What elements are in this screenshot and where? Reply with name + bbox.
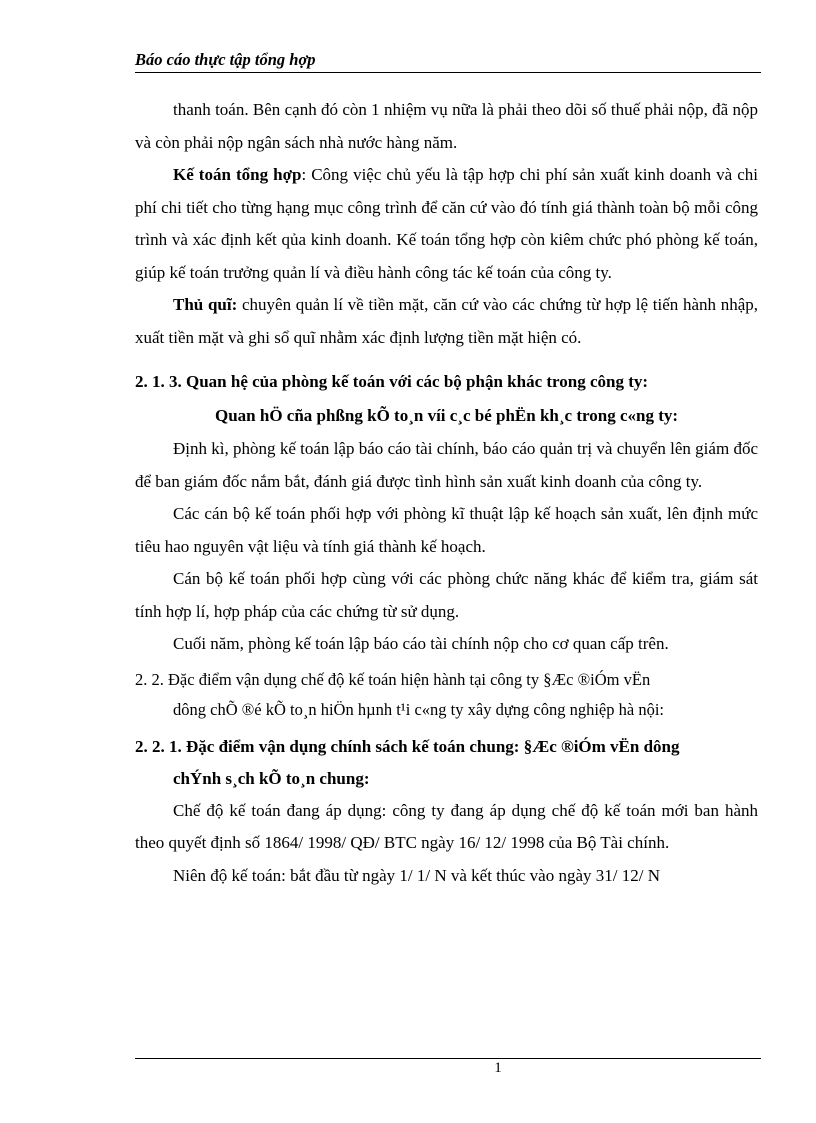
document-body: [135, 94, 758, 892]
page-number: 1: [494, 1060, 502, 1076]
header-title: Báo cáo thực tập tổng hợp: [135, 50, 316, 69]
heading-2-2-1-line2: chÝnh s¸ch kÕ to¸n chung:: [173, 768, 370, 788]
paragraph-cooperation-technical: Các cán bộ kế toán phối hợp với phòng kĩ thuật lập kế hoạch sản xuất, lên định mức tiêu hao nguyên vật liệu và tính giá thành kế hoạch.: [135, 504, 758, 556]
heading-2-2-1-line1: 2. 2. 1. Đặc điểm vận dụng chính sách kế toán chung: §Æc ®iÓm vËn dông: [135, 736, 680, 756]
paragraph-cooperation-departments: Cán bộ kế toán phối hợp cùng với các phòng chức năng khác để kiểm tra, giám sát tính hợp lí, hợp pháp của các chứng từ sử dụng.: [135, 569, 758, 621]
paragraph-payment: thanh toán. Bên cạnh đó còn 1 nhiệm vụ nữa là phải theo dõi số thuế phải nộp, đã nộp và còn phải nộp ngân sách nhà nước hàng năm.: [135, 100, 758, 152]
page-header: [135, 50, 761, 73]
heading-2-2-line2: dông chÕ ®é kÕ to¸n hiÖn hµnh t¹i c«ng ty xây dựng công nghiệp hà nội:: [173, 699, 664, 719]
paragraph-periodic-reports: Định kì, phòng kế toán lập báo cáo tài chính, báo cáo quản trị và chuyển lên giám đốc để ban giám đốc nắm bắt, đánh giá được tình hình sản xuất kinh doanh của công ty.: [135, 439, 758, 491]
text-treasurer: chuyên quản lí về tiền mặt, căn cứ vào các chứng từ hợp lệ tiến hành nhập, xuất tiền mặt và ghi sổ quĩ nhằm xác định lượng tiền mặt hiện có.: [135, 295, 759, 347]
heading-2-1-3: 2. 1. 3. Quan hệ của phòng kế toán với các bộ phận khác trong công ty:: [135, 372, 649, 391]
heading-2-1-3-garbled: Quan hÖ cña phßng kÕ to¸n víi c¸c bé phËn kh¸c trong c«ng ty:: [214, 406, 679, 425]
paragraph-year-end: Cuối năm, phòng kế toán lập báo cáo tài chính nộp cho cơ quan cấp trên.: [173, 634, 669, 653]
paragraph-fiscal-year: Niên độ kế toán: bắt đầu từ ngày 1/ 1/ N và kết thúc vào ngày 31/ 12/ N: [173, 865, 660, 885]
paragraph-treasurer: [135, 289, 758, 354]
label-treasurer: Thủ quĩ:: [173, 295, 238, 314]
heading-2-2-line1: 2. 2. Đặc điểm vận dụng chế độ kế toán hiện hành tại công ty §Æc ®iÓm vËn: [135, 669, 651, 689]
text-general-accountant: : Công việc chủ yếu là tập hợp chi phí sản xuất kinh doanh và chi phí chi tiết cho từng hạng mục công trình để căn cứ vào đó tính giá thành toàn bộ mỗi công trình và xác định kết qủa kinh doanh. Kế toán tổng hợp còn kiêm chức phó phòng kế toán, giúp kế toán trưởng quản lí và điều hành công tác kế toán của công ty.: [135, 165, 758, 282]
footer-divider: [135, 1058, 761, 1059]
label-general-accountant: Kế toán tổng hợp: [173, 165, 302, 184]
paragraph-accounting-regime: Chế độ kế toán đang áp dụng: công ty đang áp dụng chế độ kế toán mới ban hành theo quyết định số 1864/ 1998/ QĐ/ BTC ngày 16/ 12/ 1998 của Bộ Tài chính.: [135, 800, 758, 852]
paragraph-general-accountant: [135, 159, 758, 289]
